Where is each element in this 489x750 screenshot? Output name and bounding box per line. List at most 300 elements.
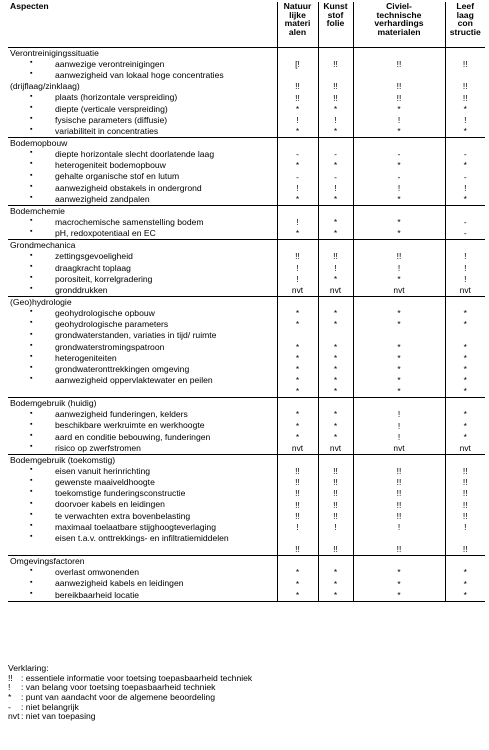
- value-cell-leeflaag-constructie: !!: [445, 93, 485, 104]
- table-row: [8, 590, 485, 602]
- value-cell-civieltechnische-verhardingsmaterialen: !: [353, 115, 445, 126]
- table-row: [8, 217, 485, 228]
- value-cell-natuurlijke-materialen: nvt: [277, 285, 318, 297]
- value-cell-natuurlijke-materialen: *: [277, 228, 318, 240]
- value-cell-natuurlijke-materialen: !: [277, 274, 318, 285]
- legend-text: : essentiele informatie voor toetsing toepasbaarheid techniek: [21, 672, 253, 683]
- section-header-cell: [353, 455, 445, 467]
- value-cell-kunststof-folie: -: [318, 149, 353, 160]
- value-cell-natuurlijke-materialen: *: [277, 353, 318, 364]
- value-cell-natuurlijke-materialen: *: [277, 364, 318, 375]
- header-kunststof-folie: Kunst stof folie: [318, 2, 353, 48]
- value-cell-civieltechnische-verhardingsmaterialen: *: [353, 126, 445, 138]
- row-label: ▪ plaats (horizontale verspreiding): [8, 93, 277, 104]
- section-title: Bodemgebruik (huidig): [8, 398, 277, 410]
- legend-text: : van belang voor toetsing toepasbaarheid techniek: [21, 682, 216, 693]
- row-label: (drijflaag/zinklaag): [10, 81, 80, 92]
- value-cell-kunststof-folie: *: [318, 126, 353, 138]
- value-cell-civieltechnische-verhardingsmaterialen: *: [353, 228, 445, 240]
- value-cell-natuurlijke-materialen: !!: [277, 81, 318, 92]
- value-cell-kunststof-folie: *: [318, 104, 353, 115]
- value-cell-kunststof-folie: *: [318, 353, 353, 364]
- value-cell-civieltechnische-verhardingsmaterialen: !: [353, 522, 445, 533]
- value-cell-leeflaag-constructie: -: [445, 228, 485, 240]
- section-header-cell: [445, 297, 485, 309]
- value-cell-kunststof-folie: !!: [318, 59, 353, 70]
- legend-items: [8, 674, 252, 722]
- table-row: [8, 421, 485, 432]
- section-header-cell: [353, 297, 445, 309]
- value-cell-kunststof-folie: !: [318, 522, 353, 533]
- value-cell-leeflaag-constructie: *: [445, 126, 485, 138]
- value-cell-natuurlijke-materialen: *: [277, 160, 318, 171]
- header-leeflaag-constructie: Leef laag con structie: [445, 2, 485, 48]
- value-cell-kunststof-folie: *: [318, 364, 353, 375]
- value-cell-natuurlijke-materialen: [277, 70, 318, 81]
- row-label: ▪ beschikbare werkruimte en werkhoogte: [8, 421, 277, 432]
- table-row: [8, 172, 485, 183]
- value-cell-kunststof-folie: *: [318, 342, 353, 353]
- row-label: ▪ gehalte organische stof en lutum: [8, 172, 277, 183]
- value-cell-kunststof-folie: !!: [318, 466, 353, 477]
- table-row: [8, 353, 485, 364]
- legend-symbol: -: [8, 701, 11, 712]
- value-cell-leeflaag-constructie: *: [445, 590, 485, 602]
- value-cell-civieltechnische-verhardingsmaterialen: !: [353, 263, 445, 274]
- legend-text: : niet van toepasing: [21, 711, 96, 722]
- legend-item: [8, 712, 252, 722]
- value-cell-leeflaag-constructie: *: [445, 364, 485, 375]
- section-title: Verontreinigingssituatie: [8, 48, 277, 60]
- value-cell-natuurlijke-materialen: !!: [277, 93, 318, 104]
- table-row: [8, 263, 485, 274]
- table-row: [8, 567, 485, 578]
- section-header-row: [8, 240, 485, 252]
- value-cell-civieltechnische-verhardingsmaterialen: [353, 70, 445, 81]
- value-cell-natuurlijke-materialen: *: [277, 567, 318, 578]
- value-cell-leeflaag-constructie: *: [445, 160, 485, 171]
- value-cell-kunststof-folie: *: [318, 194, 353, 206]
- section-title: Bodemchemie: [8, 205, 277, 217]
- table-row: [8, 228, 485, 240]
- section-header-cell: [353, 205, 445, 217]
- value-cell-civieltechnische-verhardingsmaterialen: !!: [353, 81, 445, 92]
- section-header-cell: [277, 398, 318, 410]
- row-label: ▪ aanwezigheid van lokaal hoge concentraties: [8, 70, 277, 81]
- value-cell-civieltechnische-verhardingsmaterialen: *: [353, 386, 445, 398]
- section-header-cell: [445, 556, 485, 568]
- value-cell-kunststof-folie: *: [318, 217, 353, 228]
- row-label: ▪ grondwaterstanden, variaties in tijd/ ruimte: [8, 331, 277, 342]
- table-row: [8, 544, 485, 556]
- value-cell-kunststof-folie: [318, 533, 353, 544]
- value-cell-kunststof-folie: *: [318, 308, 353, 319]
- row-label: ▪ aanwezigheid funderingen, kelders: [8, 410, 277, 421]
- table-row: [8, 443, 485, 455]
- section-header-row: [8, 297, 485, 309]
- value-cell-civieltechnische-verhardingsmaterialen: !!: [353, 544, 445, 556]
- value-cell-civieltechnische-verhardingsmaterialen: *: [353, 567, 445, 578]
- value-cell-civieltechnische-verhardingsmaterialen: !: [353, 432, 445, 443]
- section-header-cell: [277, 297, 318, 309]
- value-cell-civieltechnische-verhardingsmaterialen: !!: [353, 466, 445, 477]
- value-cell-natuurlijke-materialen: !!: [277, 477, 318, 488]
- legend-text: : punt van aandacht voor de algemene beoordeling: [21, 691, 215, 702]
- value-cell-kunststof-folie: !!: [318, 93, 353, 104]
- value-cell-civieltechnische-verhardingsmaterialen: nvt: [353, 285, 445, 297]
- section-header-cell: [318, 398, 353, 410]
- value-cell-leeflaag-constructie: !: [445, 252, 485, 263]
- table-row: [8, 477, 485, 488]
- table-row: [8, 410, 485, 421]
- value-cell-civieltechnische-verhardingsmaterialen: [353, 533, 445, 544]
- section-title: Bodemgebruik (toekomstig): [8, 455, 277, 467]
- section-header-cell: [445, 48, 485, 60]
- value-cell-natuurlijke-materialen: *: [277, 421, 318, 432]
- value-cell-kunststof-folie: !: [318, 183, 353, 194]
- value-cell-leeflaag-constructie: *: [445, 386, 485, 398]
- table-row: [8, 331, 485, 342]
- value-cell-civieltechnische-verhardingsmaterialen: !!: [353, 511, 445, 522]
- value-cell-natuurlijke-materialen: !: [277, 263, 318, 274]
- row-label: ▪ porositeit, korrelgradering: [8, 274, 277, 285]
- value-cell-civieltechnische-verhardingsmaterialen: !: [353, 410, 445, 421]
- table-row: [8, 104, 485, 115]
- value-cell-natuurlijke-materialen: *: [277, 308, 318, 319]
- value-cell-natuurlijke-materialen: !!: [277, 511, 318, 522]
- value-cell-natuurlijke-materialen: *: [277, 410, 318, 421]
- value-cell-civieltechnische-verhardingsmaterialen: !!: [353, 488, 445, 499]
- table-row: [8, 488, 485, 499]
- value-cell-leeflaag-constructie: -: [445, 217, 485, 228]
- section-header-row: [8, 205, 485, 217]
- row-label: ▪ maximaal toelaatbare stijghoogteverlaging: [8, 522, 277, 533]
- row-label: ▪ toekomstige funderingsconstructie: [8, 488, 277, 499]
- row-label: ▪ te verwachten extra bovenbelasting: [8, 511, 277, 522]
- value-cell-leeflaag-constructie: *: [445, 342, 485, 353]
- value-cell-civieltechnische-verhardingsmaterialen: *: [353, 274, 445, 285]
- value-cell-natuurlijke-materialen: [!: [277, 59, 318, 70]
- legend-title: Verklaring:: [8, 663, 49, 673]
- table-row: [8, 579, 485, 590]
- row-label: ▪ grondwateronttrekkingen omgeving: [8, 364, 277, 375]
- value-cell-natuurlijke-materialen: !: [277, 115, 318, 126]
- legend-text: : niet belangrijk: [21, 701, 79, 712]
- value-cell-leeflaag-constructie: nvt: [445, 285, 485, 297]
- value-cell-natuurlijke-materialen: !!: [277, 252, 318, 263]
- table-row: [8, 342, 485, 353]
- value-cell-leeflaag-constructie: !!: [445, 544, 485, 556]
- value-cell-kunststof-folie: !!: [318, 477, 353, 488]
- section-header-row: [8, 455, 485, 467]
- section-header-cell: [353, 48, 445, 60]
- row-label: ▪ doorvoer kabels en leidingen: [8, 500, 277, 511]
- table-row: [8, 511, 485, 522]
- value-cell-kunststof-folie: !: [318, 263, 353, 274]
- value-cell-kunststof-folie: *: [318, 274, 353, 285]
- value-cell-kunststof-folie: -: [318, 172, 353, 183]
- section-header-row: [8, 48, 485, 60]
- legend-symbol: nvt: [8, 711, 20, 722]
- table-row: [8, 93, 485, 104]
- table-row: [8, 194, 485, 206]
- value-cell-kunststof-folie: [318, 331, 353, 342]
- row-label: ▪ aanwezige verontreinigingen: [8, 59, 277, 70]
- value-cell-leeflaag-constructie: *: [445, 319, 485, 330]
- table-row: [8, 319, 485, 330]
- value-cell-kunststof-folie: *: [318, 228, 353, 240]
- value-cell-leeflaag-constructie: !: [445, 274, 485, 285]
- value-cell-kunststof-folie: *: [318, 160, 353, 171]
- value-cell-leeflaag-constructie: [445, 533, 485, 544]
- value-cell-kunststof-folie: *: [318, 432, 353, 443]
- value-cell-leeflaag-constructie: -: [445, 149, 485, 160]
- header-aspecten: Aspecten: [8, 2, 277, 48]
- section-title: Bodemopbouw: [8, 138, 277, 150]
- value-cell-kunststof-folie: !!: [318, 252, 353, 263]
- value-cell-leeflaag-constructie: nvt: [445, 443, 485, 455]
- value-cell-kunststof-folie: *: [318, 579, 353, 590]
- row-label: [8, 386, 277, 398]
- value-cell-leeflaag-constructie: -: [445, 172, 485, 183]
- value-cell-leeflaag-constructie: *: [445, 579, 485, 590]
- row-label: ▪ eisen t.a.v. onttrekkings- en infiltratiemiddelen: [8, 533, 277, 544]
- section-header-cell: [318, 48, 353, 60]
- section-header-cell: [353, 138, 445, 150]
- section-header-cell: [277, 455, 318, 467]
- section-header-cell: [445, 240, 485, 252]
- value-cell-leeflaag-constructie: !: [445, 522, 485, 533]
- value-cell-civieltechnische-verhardingsmaterialen: !!: [353, 93, 445, 104]
- row-label: ▪ gewenste maaiveldhoogte: [8, 477, 277, 488]
- value-cell-natuurlijke-materialen: *: [277, 126, 318, 138]
- header-row: [8, 2, 485, 48]
- row-label: ▪ geohydrologische opbouw: [8, 308, 277, 319]
- value-cell-kunststof-folie: !!: [318, 511, 353, 522]
- section-header-cell: [318, 240, 353, 252]
- value-cell-leeflaag-constructie: !!: [445, 81, 485, 92]
- row-label: ▪ diepte (verticale verspreiding): [8, 104, 277, 115]
- table-row: [8, 59, 485, 70]
- value-cell-natuurlijke-materialen: *: [277, 319, 318, 330]
- value-cell-civieltechnische-verhardingsmaterialen: *: [353, 364, 445, 375]
- value-cell-kunststof-folie: !!: [318, 81, 353, 92]
- table-row: [8, 274, 485, 285]
- table-row: [8, 522, 485, 533]
- value-cell-leeflaag-constructie: !: [445, 183, 485, 194]
- table-row: [8, 500, 485, 511]
- section-header-cell: [445, 205, 485, 217]
- row-label: ▪ diepte horizontale slecht doorlatende laag: [8, 149, 277, 160]
- table-row: [8, 285, 485, 297]
- value-cell-leeflaag-constructie: !!: [445, 500, 485, 511]
- value-cell-civieltechnische-verhardingsmaterialen: *: [353, 160, 445, 171]
- value-cell-leeflaag-constructie: !!: [445, 59, 485, 70]
- value-cell-civieltechnische-verhardingsmaterialen: *: [353, 217, 445, 228]
- row-label: ▪ aanwezigheid zandpalen: [8, 194, 277, 206]
- value-cell-civieltechnische-verhardingsmaterialen: *: [353, 579, 445, 590]
- row-label: ▪ heterogeniteit bodemopbouw: [8, 160, 277, 171]
- section-header-cell: [353, 240, 445, 252]
- row-label: ▪ aanwezigheid obstakels in ondergrond: [8, 183, 277, 194]
- value-cell-natuurlijke-materialen: !!: [277, 466, 318, 477]
- value-cell-kunststof-folie: *: [318, 421, 353, 432]
- value-cell-civieltechnische-verhardingsmaterialen: !!: [353, 252, 445, 263]
- section-header-cell: [445, 138, 485, 150]
- value-cell-leeflaag-constructie: *: [445, 308, 485, 319]
- value-cell-civieltechnische-verhardingsmaterialen: nvt: [353, 443, 445, 455]
- section-header-cell: [277, 205, 318, 217]
- value-cell-leeflaag-constructie: !: [445, 115, 485, 126]
- section-header-cell: [445, 455, 485, 467]
- value-cell-kunststof-folie: *: [318, 567, 353, 578]
- section-header-cell: [353, 398, 445, 410]
- value-cell-natuurlijke-materialen: *: [277, 590, 318, 602]
- value-cell-leeflaag-constructie: !!: [445, 511, 485, 522]
- row-label: ▪ pH, redoxpotentiaal en EC: [8, 228, 277, 240]
- value-cell-natuurlijke-materialen: [277, 533, 318, 544]
- matrix-body: [8, 48, 485, 602]
- table-row: [8, 375, 485, 386]
- value-cell-kunststof-folie: !!: [318, 544, 353, 556]
- row-label: ▪ heterogeniteiten: [8, 353, 277, 364]
- value-cell-leeflaag-constructie: !!: [445, 488, 485, 499]
- row-label: ▪ grondwaterstromingspatroon: [8, 342, 277, 353]
- table-row: [8, 183, 485, 194]
- section-header-cell: [277, 48, 318, 60]
- value-cell-kunststof-folie: *: [318, 319, 353, 330]
- value-cell-natuurlijke-materialen: !!: [277, 488, 318, 499]
- section-header-cell: [445, 398, 485, 410]
- row-label: ▪ macrochemische samenstelling bodem: [8, 217, 277, 228]
- table-row: [8, 466, 485, 477]
- value-cell-kunststof-folie: nvt: [318, 285, 353, 297]
- aspects-matrix-table: [8, 2, 485, 602]
- value-cell-natuurlijke-materialen: *: [277, 342, 318, 353]
- section-header-cell: [277, 240, 318, 252]
- row-label: ▪ gronddrukken: [8, 285, 277, 297]
- row-label: ▪ aanwezigheid kabels en leidingen: [8, 579, 277, 590]
- value-cell-natuurlijke-materialen: *: [277, 579, 318, 590]
- section-title: Omgevingsfactoren: [8, 556, 277, 568]
- value-cell-kunststof-folie: !!: [318, 500, 353, 511]
- value-cell-natuurlijke-materialen: !: [277, 217, 318, 228]
- value-cell-kunststof-folie: [318, 70, 353, 81]
- section-header-cell: [318, 556, 353, 568]
- table-row: [8, 70, 485, 81]
- value-cell-civieltechnische-verhardingsmaterialen: *: [353, 342, 445, 353]
- section-header-cell: [318, 205, 353, 217]
- table-row: [8, 533, 485, 544]
- value-cell-natuurlijke-materialen: !!: [277, 500, 318, 511]
- table-row: [8, 81, 485, 92]
- legend: [8, 664, 252, 722]
- section-header-row: [8, 398, 485, 410]
- row-label: ▪ variabiliteit in concentraties: [8, 126, 277, 138]
- row-label: ▪ overlast omwonenden: [8, 567, 277, 578]
- value-cell-leeflaag-constructie: !!: [445, 466, 485, 477]
- row-label: ▪ fysische parameters (diffusie): [8, 115, 277, 126]
- value-cell-natuurlijke-materialen: *: [277, 375, 318, 386]
- value-cell-civieltechnische-verhardingsmaterialen: *: [353, 375, 445, 386]
- section-header-cell: [277, 556, 318, 568]
- value-cell-civieltechnische-verhardingsmaterialen: !!: [353, 59, 445, 70]
- value-cell-leeflaag-constructie: !: [445, 263, 485, 274]
- section-header-cell: [318, 138, 353, 150]
- value-cell-natuurlijke-materialen: *: [277, 194, 318, 206]
- table-row: [8, 126, 485, 138]
- value-cell-kunststof-folie: !: [318, 115, 353, 126]
- value-cell-leeflaag-constructie: *: [445, 410, 485, 421]
- value-cell-natuurlijke-materialen: [277, 331, 318, 342]
- value-cell-civieltechnische-verhardingsmaterialen: !: [353, 421, 445, 432]
- table-row: [8, 308, 485, 319]
- table-row: [8, 160, 485, 171]
- legend-symbol: !!: [8, 672, 13, 683]
- value-cell-civieltechnische-verhardingsmaterialen: *: [353, 194, 445, 206]
- value-cell-natuurlijke-materialen: !: [277, 522, 318, 533]
- row-label: ▪ geohydrologische parameters: [8, 319, 277, 330]
- value-cell-kunststof-folie: *: [318, 386, 353, 398]
- section-title: (Geo)hydrologie: [8, 297, 277, 309]
- value-cell-civieltechnische-verhardingsmaterialen: *: [353, 353, 445, 364]
- value-cell-leeflaag-constructie: *: [445, 432, 485, 443]
- value-cell-leeflaag-constructie: !!: [445, 477, 485, 488]
- section-header-cell: [353, 556, 445, 568]
- value-cell-leeflaag-constructie: *: [445, 353, 485, 364]
- value-cell-natuurlijke-materialen: !: [277, 183, 318, 194]
- table-row: [8, 252, 485, 263]
- value-cell-kunststof-folie: *: [318, 375, 353, 386]
- table-row: [8, 432, 485, 443]
- table-row: [8, 115, 485, 126]
- value-cell-civieltechnische-verhardingsmaterialen: !!: [353, 477, 445, 488]
- value-cell-leeflaag-constructie: *: [445, 421, 485, 432]
- value-cell-kunststof-folie: !!: [318, 488, 353, 499]
- value-cell-civieltechnische-verhardingsmaterialen: [353, 331, 445, 342]
- value-cell-leeflaag-constructie: *: [445, 567, 485, 578]
- value-cell-kunststof-folie: nvt: [318, 443, 353, 455]
- value-cell-civieltechnische-verhardingsmaterialen: !!: [353, 500, 445, 511]
- row-label: ▪ bereikbaarheid locatie: [8, 590, 277, 602]
- section-header-cell: [277, 138, 318, 150]
- header-civieltechnische-verhardingsmaterialen: Civiel- technische verhardings materialen: [353, 2, 445, 48]
- value-cell-leeflaag-constructie: [445, 331, 485, 342]
- row-label: [8, 544, 277, 556]
- section-header-row: [8, 138, 485, 150]
- row-label: ▪ aanwezigheid oppervlaktewater en peilen: [8, 375, 277, 386]
- value-cell-leeflaag-constructie: [445, 70, 485, 81]
- row-label: ▪ zettingsgevoeligheid: [8, 252, 277, 263]
- header-natuurlijke-materialen: Natuur lijke materi alen: [277, 2, 318, 48]
- value-cell-natuurlijke-materialen: -: [277, 172, 318, 183]
- legend-symbol: *: [8, 691, 12, 702]
- table-row: [8, 386, 485, 398]
- value-cell-civieltechnische-verhardingsmaterialen: *: [353, 104, 445, 115]
- value-cell-civieltechnische-verhardingsmaterialen: *: [353, 590, 445, 602]
- value-cell-natuurlijke-materialen: *: [277, 386, 318, 398]
- value-cell-natuurlijke-materialen: *: [277, 432, 318, 443]
- value-cell-leeflaag-constructie: *: [445, 194, 485, 206]
- value-cell-civieltechnische-verhardingsmaterialen: -: [353, 172, 445, 183]
- table-row: [8, 149, 485, 160]
- section-title: Grondmechanica: [8, 240, 277, 252]
- value-cell-natuurlijke-materialen: *: [277, 104, 318, 115]
- value-cell-natuurlijke-materialen: !!: [277, 544, 318, 556]
- value-cell-natuurlijke-materialen: -: [277, 149, 318, 160]
- value-cell-civieltechnische-verhardingsmaterialen: *: [353, 308, 445, 319]
- row-label: ▪ risico op zwerfstromen: [8, 443, 277, 455]
